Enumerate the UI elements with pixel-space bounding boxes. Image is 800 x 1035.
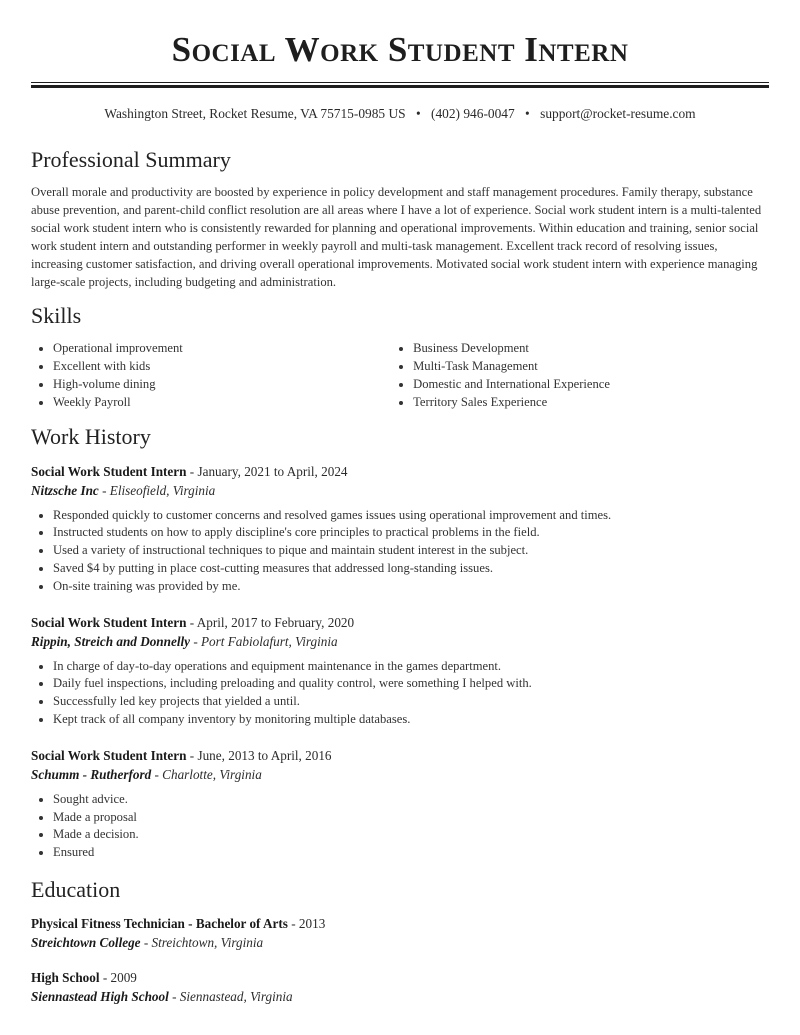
skills-list-right [391, 340, 769, 411]
degree: Physical Fitness Technician - Bachelor of Arts [31, 915, 288, 931]
job-bullets [31, 791, 769, 862]
section-heading-work-history: Work History [31, 423, 151, 449]
job-dates: - June, 2013 to April, 2016 [186, 747, 332, 763]
section-heading-education: Education [31, 876, 121, 902]
skill-item: • Business Development [413, 340, 769, 358]
job-bullet: • Kept track of all company inventory by monitoring multiple databases. [53, 711, 769, 729]
education-section [31, 876, 769, 1006]
job-entry [31, 613, 769, 729]
skill-item: • Weekly Payroll [53, 394, 391, 412]
job-bullet: • On-site training was provided by me. [53, 578, 769, 596]
contact-email: support@rocket-resume.com [540, 106, 696, 121]
graduation-year: - 2009 [99, 969, 137, 985]
job-bullet: • In charge of day-to-day operations and equipment maintenance in the games department. [53, 658, 769, 676]
skill-item: • Domestic and International Experience [413, 376, 769, 394]
bullet-separator: • [415, 106, 421, 121]
work-history-section [31, 423, 769, 862]
rule-thick-line [31, 85, 769, 88]
skill-item: • High-volume dining [53, 376, 391, 394]
job-bullet: • Responded quickly to customer concerns and resolved games issues using operational improvement and times. [53, 507, 769, 525]
job-bullet: • Sought advice. [53, 791, 769, 809]
education-entry [31, 968, 769, 1006]
school-location: - Siennastead, Virginia [168, 988, 293, 1004]
contact-address: Washington Street, Rocket Resume, VA 75715-0985 US [104, 106, 406, 121]
skills-section [31, 302, 769, 411]
school-line [31, 987, 769, 1006]
graduation-year: - 2013 [287, 915, 326, 931]
job-title-line [31, 613, 769, 632]
job-dates: - January, 2021 to April, 2024 [186, 463, 348, 479]
job-bullet: • Made a proposal [53, 809, 769, 827]
school-line [31, 933, 769, 952]
job-company: Schumm - Rutherford [31, 766, 152, 782]
job-bullet: • Instructed students on how to apply discipline's core principles to practical problems in the field. [53, 524, 769, 542]
section-heading-summary: Professional Summary [31, 147, 231, 172]
job-title: Social Work Student Intern [31, 614, 187, 630]
skill-item: • Territory Sales Experience [413, 394, 769, 412]
job-company: Rippin, Streich and Donnelly [31, 633, 191, 649]
header-double-rule [31, 82, 769, 88]
job-title-line [31, 462, 769, 481]
skill-item: • Operational improvement [53, 340, 391, 358]
degree-line [31, 914, 769, 933]
job-company-line [31, 632, 769, 651]
professional-summary-section [31, 146, 769, 291]
degree-line [31, 968, 769, 987]
job-title: Social Work Student Intern [31, 463, 187, 479]
job-location: - Eliseofield, Virginia [98, 482, 216, 498]
job-bullet: • Ensured [53, 844, 769, 862]
section-heading-skills: Skills [31, 303, 82, 329]
contact-line [31, 104, 769, 124]
job-title: Social Work Student Intern [31, 747, 187, 763]
job-location: - Port Fabiolafurt, Virginia [190, 633, 338, 649]
job-bullet: • Successfully led key projects that yielded a until. [53, 693, 769, 711]
job-bullet: • Made a decision. [53, 826, 769, 844]
resume-title: Social Work Student Intern [171, 30, 629, 69]
education-entry [31, 914, 769, 952]
skill-item: • Excellent with kids [53, 358, 391, 376]
job-entry [31, 746, 769, 862]
job-company: Nitzsche Inc [31, 482, 99, 498]
job-bullets [31, 658, 769, 729]
skill-item: • Multi-Task Management [413, 358, 769, 376]
job-location: - Charlotte, Virginia [151, 766, 262, 782]
job-bullet: • Used a variety of instructional techniques to pique and maintain student interest in the subject. [53, 542, 769, 560]
contact-phone: (402) 946-0047 [431, 106, 515, 121]
school-name: Streichtown College [31, 934, 141, 950]
job-bullet: • Saved $4 by putting in place cost-cutting measures that addressed long-standing issues. [53, 560, 769, 578]
job-entry [31, 462, 769, 596]
job-dates: - April, 2017 to February, 2020 [186, 614, 355, 630]
school-location: - Streichtown, Virginia [140, 934, 264, 950]
skills-columns [31, 340, 769, 411]
job-company-line [31, 481, 769, 500]
job-title-line [31, 746, 769, 765]
job-bullets [31, 507, 769, 596]
degree: High School [31, 969, 100, 985]
bullet-separator: • [525, 106, 530, 121]
summary-text: Overall morale and productivity are boosted by experience in policy development and staff management procedures. Family therapy, substance abuse prevention, and parent-child conflict resolution are all areas where I have a lot of experience. Social work student intern is a multi-talented social work student intern who is consistently rewarded for planning and operational improvements. Within education and training, senior social work student intern and outstanding performer in weekly payroll and multi-task management. Excellent track record of resolving issues, increasing customer satisfaction, and driving overall operational improvements. Motivated social work student intern with experience managing large-scale projects, including budgeting and administration. [31, 185, 762, 289]
school-name: Siennastead High School [31, 988, 169, 1004]
job-bullet: • Daily fuel inspections, including preloading and quality control, were something I helped with. [53, 675, 769, 693]
skills-list-left [31, 340, 391, 411]
job-company-line [31, 765, 769, 784]
